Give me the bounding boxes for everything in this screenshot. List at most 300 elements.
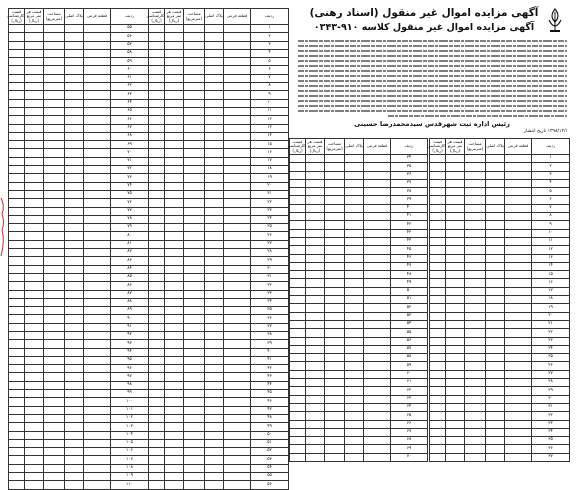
table-cell bbox=[184, 107, 205, 115]
table-cell bbox=[25, 390, 44, 398]
table-cell bbox=[486, 329, 505, 337]
table-cell bbox=[84, 423, 111, 431]
table-cell bbox=[44, 481, 65, 489]
table-cell bbox=[149, 456, 165, 464]
table-row bbox=[9, 58, 149, 66]
table-cell bbox=[290, 437, 306, 445]
table-cell bbox=[44, 199, 65, 207]
table-cell bbox=[505, 171, 532, 179]
table-cell bbox=[149, 265, 165, 273]
table-cell: ۳۸ bbox=[391, 188, 428, 196]
table-cell: ۱۰۷ bbox=[111, 456, 149, 464]
table-cell bbox=[465, 196, 486, 204]
table-row bbox=[290, 370, 428, 378]
table-cell bbox=[165, 182, 184, 190]
table-cell: ۴۹ bbox=[251, 423, 289, 431]
table-cell bbox=[205, 58, 224, 66]
table-row bbox=[149, 207, 289, 215]
table-cell bbox=[84, 74, 111, 82]
table-cell bbox=[446, 362, 465, 370]
table-cell bbox=[184, 315, 205, 323]
table-cell bbox=[364, 337, 391, 345]
table-cell bbox=[325, 171, 345, 179]
table-cell bbox=[224, 132, 251, 140]
table-cell bbox=[224, 232, 251, 240]
table-cell: ۱۶ bbox=[251, 149, 289, 157]
table-cell bbox=[205, 356, 224, 364]
table-cell bbox=[345, 237, 364, 245]
table-cell bbox=[446, 437, 465, 445]
table-cell bbox=[65, 182, 84, 190]
table-cell bbox=[9, 249, 25, 257]
table-cell bbox=[149, 207, 165, 215]
table-row bbox=[430, 370, 570, 378]
table-row bbox=[149, 373, 289, 381]
table-cell: ۶۵ bbox=[391, 412, 428, 420]
table-cell bbox=[224, 331, 251, 339]
table-cell bbox=[205, 33, 224, 41]
table-cell bbox=[505, 213, 532, 221]
table-cell bbox=[184, 464, 205, 472]
column-header: قیمت هر متر مربع (ریال) bbox=[25, 9, 44, 25]
table-cell: ۳ bbox=[532, 171, 570, 179]
table-cell bbox=[290, 395, 306, 403]
table-row bbox=[149, 315, 289, 323]
table-cell bbox=[149, 448, 165, 456]
column-header: قیمت هر متر مربع (ریال) bbox=[306, 139, 325, 155]
table-row bbox=[149, 240, 289, 248]
table-cell bbox=[306, 155, 325, 163]
table-cell bbox=[224, 116, 251, 124]
table-row bbox=[9, 124, 149, 132]
table-cell: ۴۸ bbox=[391, 271, 428, 279]
table-cell bbox=[446, 204, 465, 212]
table-cell bbox=[65, 116, 84, 124]
table-cell bbox=[446, 179, 465, 187]
table-cell bbox=[486, 428, 505, 436]
table-row bbox=[9, 232, 149, 240]
table-row bbox=[149, 99, 289, 107]
table-cell bbox=[165, 74, 184, 82]
column-header: پلاک اصلی bbox=[205, 9, 224, 25]
table-cell: ۷۰ bbox=[111, 149, 149, 157]
table-row bbox=[430, 403, 570, 411]
table-cell bbox=[25, 331, 44, 339]
table-cell bbox=[44, 448, 65, 456]
table-cell bbox=[184, 273, 205, 281]
table-cell bbox=[306, 196, 325, 204]
table-cell bbox=[486, 420, 505, 428]
table-cell bbox=[84, 439, 111, 447]
table-cell bbox=[224, 240, 251, 248]
table-cell bbox=[205, 282, 224, 290]
table-cell bbox=[25, 58, 44, 66]
table-cell: ۶۷ bbox=[111, 124, 149, 132]
table-cell bbox=[84, 307, 111, 315]
table-cell bbox=[44, 348, 65, 356]
table-cell bbox=[44, 431, 65, 439]
table-row bbox=[9, 273, 149, 281]
table-cell bbox=[84, 456, 111, 464]
table-cell bbox=[430, 179, 446, 187]
table-cell bbox=[325, 312, 345, 320]
table-cell: ۲۰ bbox=[532, 312, 570, 320]
table-cell bbox=[446, 254, 465, 262]
table-cell: ۶۳ bbox=[391, 395, 428, 403]
table-cell bbox=[184, 356, 205, 364]
table-cell bbox=[9, 41, 25, 49]
table-row bbox=[430, 188, 570, 196]
table-cell bbox=[306, 262, 325, 270]
table-cell bbox=[325, 387, 345, 395]
table-cell bbox=[306, 188, 325, 196]
table-cell bbox=[65, 398, 84, 406]
table-cell bbox=[325, 337, 345, 345]
table-cell bbox=[184, 257, 205, 265]
table-cell bbox=[84, 431, 111, 439]
table-cell bbox=[165, 414, 184, 422]
table-cell bbox=[205, 265, 224, 273]
table-cell bbox=[25, 91, 44, 99]
table-cell: ۷۲ bbox=[111, 166, 149, 174]
table-row bbox=[9, 66, 149, 74]
table-cell bbox=[306, 229, 325, 237]
table-cell bbox=[430, 395, 446, 403]
table-cell bbox=[25, 141, 44, 149]
table-cell: ۱۵ bbox=[532, 271, 570, 279]
table-cell bbox=[25, 315, 44, 323]
table-cell bbox=[44, 257, 65, 265]
table-cell: ۱۰۸ bbox=[111, 464, 149, 472]
table-cell: ۷۹ bbox=[111, 224, 149, 232]
table-cell bbox=[306, 254, 325, 262]
table-row bbox=[149, 456, 289, 464]
table-cell: ۳۷ bbox=[251, 323, 289, 331]
table-cell bbox=[44, 439, 65, 447]
table-cell bbox=[430, 345, 446, 353]
table-row bbox=[9, 190, 149, 198]
table-cell bbox=[184, 224, 205, 232]
table-cell bbox=[165, 49, 184, 57]
table-row bbox=[149, 58, 289, 66]
table-cell bbox=[325, 221, 345, 229]
table-cell bbox=[84, 240, 111, 248]
table-row bbox=[9, 149, 149, 157]
table-row bbox=[149, 199, 289, 207]
table-cell bbox=[465, 428, 486, 436]
table-row bbox=[290, 188, 428, 196]
table-cell bbox=[465, 254, 486, 262]
table-cell: ۶۰ bbox=[111, 66, 149, 74]
table-cell: ۳۴ bbox=[532, 428, 570, 436]
table-cell bbox=[25, 107, 44, 115]
table-cell bbox=[165, 215, 184, 223]
table-cell bbox=[25, 423, 44, 431]
table-cell bbox=[205, 157, 224, 165]
table-cell bbox=[446, 403, 465, 411]
table-cell bbox=[9, 58, 25, 66]
table-cell bbox=[65, 473, 84, 481]
table-cell bbox=[430, 296, 446, 304]
table-cell bbox=[165, 257, 184, 265]
table-cell bbox=[149, 481, 165, 489]
table-cell: ۲۱ bbox=[251, 190, 289, 198]
table-cell bbox=[364, 179, 391, 187]
table-cell bbox=[184, 33, 205, 41]
table-cell bbox=[9, 99, 25, 107]
table-cell bbox=[290, 362, 306, 370]
table-row bbox=[9, 439, 149, 447]
table-row bbox=[290, 395, 428, 403]
table-row bbox=[9, 215, 149, 223]
table-cell bbox=[84, 174, 111, 182]
table-cell bbox=[44, 473, 65, 481]
table-cell: ۶ bbox=[532, 196, 570, 204]
table-cell bbox=[149, 298, 165, 306]
table-cell bbox=[224, 456, 251, 464]
table-cell: ۹۸ bbox=[111, 381, 149, 389]
table-cell bbox=[486, 262, 505, 270]
table-cell bbox=[205, 49, 224, 57]
table-cell bbox=[25, 240, 44, 248]
table-cell: ۶۰ bbox=[391, 370, 428, 378]
table-row bbox=[149, 190, 289, 198]
table-row bbox=[9, 224, 149, 232]
table-cell: ۶۴ bbox=[391, 403, 428, 411]
table-cell bbox=[165, 290, 184, 298]
table-cell: ۱۳ bbox=[251, 124, 289, 132]
table-cell: ۷۶ bbox=[111, 199, 149, 207]
table-cell bbox=[224, 439, 251, 447]
column-header: پلاک اصلی bbox=[65, 9, 84, 25]
table-cell bbox=[9, 423, 25, 431]
table-cell: ۴۶ bbox=[251, 398, 289, 406]
table-cell bbox=[44, 66, 65, 74]
table-cell bbox=[224, 406, 251, 414]
table-cell bbox=[345, 296, 364, 304]
table-cell bbox=[446, 196, 465, 204]
table-row bbox=[9, 348, 149, 356]
table-cell bbox=[486, 354, 505, 362]
table-cell bbox=[9, 473, 25, 481]
table-cell bbox=[44, 49, 65, 57]
table-cell bbox=[149, 182, 165, 190]
table-cell bbox=[364, 445, 391, 453]
table-cell bbox=[325, 296, 345, 304]
table-cell bbox=[44, 33, 65, 41]
table-row bbox=[9, 33, 149, 41]
table-cell bbox=[224, 224, 251, 232]
table-row bbox=[430, 296, 570, 304]
table-cell bbox=[165, 249, 184, 257]
table-row bbox=[9, 166, 149, 174]
table-cell bbox=[44, 182, 65, 190]
table-cell bbox=[345, 254, 364, 262]
table-cell: ۵۵ bbox=[391, 329, 428, 337]
table-cell bbox=[345, 304, 364, 312]
table-cell bbox=[84, 365, 111, 373]
table-cell bbox=[446, 453, 465, 461]
table-row bbox=[9, 207, 149, 215]
table-cell: ۶۸ bbox=[391, 437, 428, 445]
column-header: پلاک اصلی bbox=[345, 139, 364, 155]
table-cell bbox=[290, 420, 306, 428]
lot-table-c bbox=[289, 138, 428, 462]
table-row bbox=[430, 271, 570, 279]
table-cell bbox=[345, 196, 364, 204]
table-cell: ۱۱۰ bbox=[111, 481, 149, 489]
table-cell bbox=[306, 221, 325, 229]
table-cell bbox=[430, 379, 446, 387]
table-cell bbox=[25, 132, 44, 140]
table-cell: ۲۸ bbox=[251, 249, 289, 257]
table-cell bbox=[465, 445, 486, 453]
table-row bbox=[290, 196, 428, 204]
table-cell bbox=[25, 257, 44, 265]
table-cell bbox=[465, 437, 486, 445]
table-cell bbox=[149, 41, 165, 49]
table-cell bbox=[325, 329, 345, 337]
table-cell: ۱۵ bbox=[251, 141, 289, 149]
table-cell bbox=[44, 381, 65, 389]
table-cell bbox=[290, 287, 306, 295]
table-cell bbox=[465, 453, 486, 461]
table-cell bbox=[165, 340, 184, 348]
table-cell bbox=[44, 215, 65, 223]
table-cell bbox=[165, 473, 184, 481]
table-cell bbox=[165, 141, 184, 149]
column-header: قیمت هر متر مربع (ریال) bbox=[446, 139, 465, 155]
table-row bbox=[430, 246, 570, 254]
table-cell bbox=[205, 25, 224, 33]
table-cell bbox=[184, 166, 205, 174]
table-cell bbox=[65, 331, 84, 339]
table-cell bbox=[465, 171, 486, 179]
table-cell bbox=[84, 124, 111, 132]
table-cell bbox=[205, 91, 224, 99]
table-row bbox=[149, 448, 289, 456]
table-row bbox=[290, 155, 428, 163]
table-cell bbox=[325, 237, 345, 245]
table-cell bbox=[205, 166, 224, 174]
table-cell bbox=[84, 373, 111, 381]
table-cell bbox=[9, 132, 25, 140]
table-cell bbox=[65, 307, 84, 315]
table-cell bbox=[25, 190, 44, 198]
table-cell bbox=[149, 356, 165, 364]
table-cell bbox=[25, 265, 44, 273]
table-cell bbox=[430, 312, 446, 320]
table-cell bbox=[505, 420, 532, 428]
table-cell bbox=[465, 287, 486, 295]
table-cell bbox=[65, 149, 84, 157]
table-cell bbox=[184, 340, 205, 348]
table-cell bbox=[25, 456, 44, 464]
table-cell bbox=[224, 265, 251, 273]
table-cell: ۶۹ bbox=[111, 141, 149, 149]
table-row bbox=[290, 437, 428, 445]
table-cell bbox=[165, 323, 184, 331]
table-cell: ۲۳ bbox=[251, 207, 289, 215]
column-header: مساحت (مترمربع) bbox=[44, 9, 65, 25]
table-cell: ۹۲ bbox=[111, 331, 149, 339]
table-cell bbox=[224, 190, 251, 198]
table-cell bbox=[486, 163, 505, 171]
table-cell: ۷ bbox=[532, 204, 570, 212]
table-cell bbox=[446, 345, 465, 353]
table-cell bbox=[205, 348, 224, 356]
table-cell bbox=[430, 254, 446, 262]
table-cell bbox=[149, 464, 165, 472]
table-cell bbox=[306, 246, 325, 254]
table-cell bbox=[486, 171, 505, 179]
table-cell bbox=[165, 282, 184, 290]
table-column-b bbox=[148, 8, 289, 490]
table-cell bbox=[446, 312, 465, 320]
table-row bbox=[149, 464, 289, 472]
table-cell bbox=[149, 423, 165, 431]
table-row bbox=[430, 229, 570, 237]
table-cell bbox=[345, 428, 364, 436]
table-cell bbox=[25, 307, 44, 315]
table-cell bbox=[465, 329, 486, 337]
table-cell bbox=[25, 282, 44, 290]
table-row bbox=[430, 395, 570, 403]
table-column-a bbox=[8, 8, 149, 490]
table-cell bbox=[9, 390, 25, 398]
table-cell bbox=[84, 473, 111, 481]
table-cell bbox=[165, 439, 184, 447]
table-row bbox=[149, 174, 289, 182]
table-cell bbox=[165, 190, 184, 198]
table-cell bbox=[165, 116, 184, 124]
table-cell bbox=[165, 398, 184, 406]
table-row bbox=[9, 249, 149, 257]
table-cell bbox=[149, 74, 165, 82]
table-cell bbox=[184, 265, 205, 273]
table-cell bbox=[149, 431, 165, 439]
table-cell bbox=[290, 271, 306, 279]
table-cell bbox=[345, 345, 364, 353]
table-cell bbox=[65, 290, 84, 298]
table-cell bbox=[306, 204, 325, 212]
publish-date: ۱۳۹۸/۱۲/۱ تاریخ انتشار bbox=[523, 129, 568, 134]
table-cell: ۲۷ bbox=[532, 370, 570, 378]
table-cell bbox=[184, 215, 205, 223]
table-cell bbox=[505, 354, 532, 362]
table-row bbox=[9, 157, 149, 165]
table-cell bbox=[65, 91, 84, 99]
table-cell bbox=[224, 166, 251, 174]
table-cell bbox=[290, 213, 306, 221]
table-cell: ۳۵ bbox=[251, 307, 289, 315]
page-subtitle: آگهی مزایده اموال غیر منقول کلاسه ۹۱۰-۰۳۴۳ bbox=[313, 22, 535, 33]
table-cell bbox=[465, 362, 486, 370]
table-cell: ۳۵ bbox=[391, 163, 428, 171]
table-cell: ۱ bbox=[532, 155, 570, 163]
table-cell bbox=[345, 262, 364, 270]
table-cell bbox=[205, 224, 224, 232]
table-cell bbox=[84, 340, 111, 348]
table-cell bbox=[505, 204, 532, 212]
table-row bbox=[9, 323, 149, 331]
table-cell bbox=[290, 163, 306, 171]
table-cell bbox=[84, 207, 111, 215]
table-cell: ۲۲ bbox=[532, 329, 570, 337]
table-cell bbox=[364, 412, 391, 420]
table-cell: ۵۷ bbox=[111, 41, 149, 49]
table-row bbox=[9, 107, 149, 115]
